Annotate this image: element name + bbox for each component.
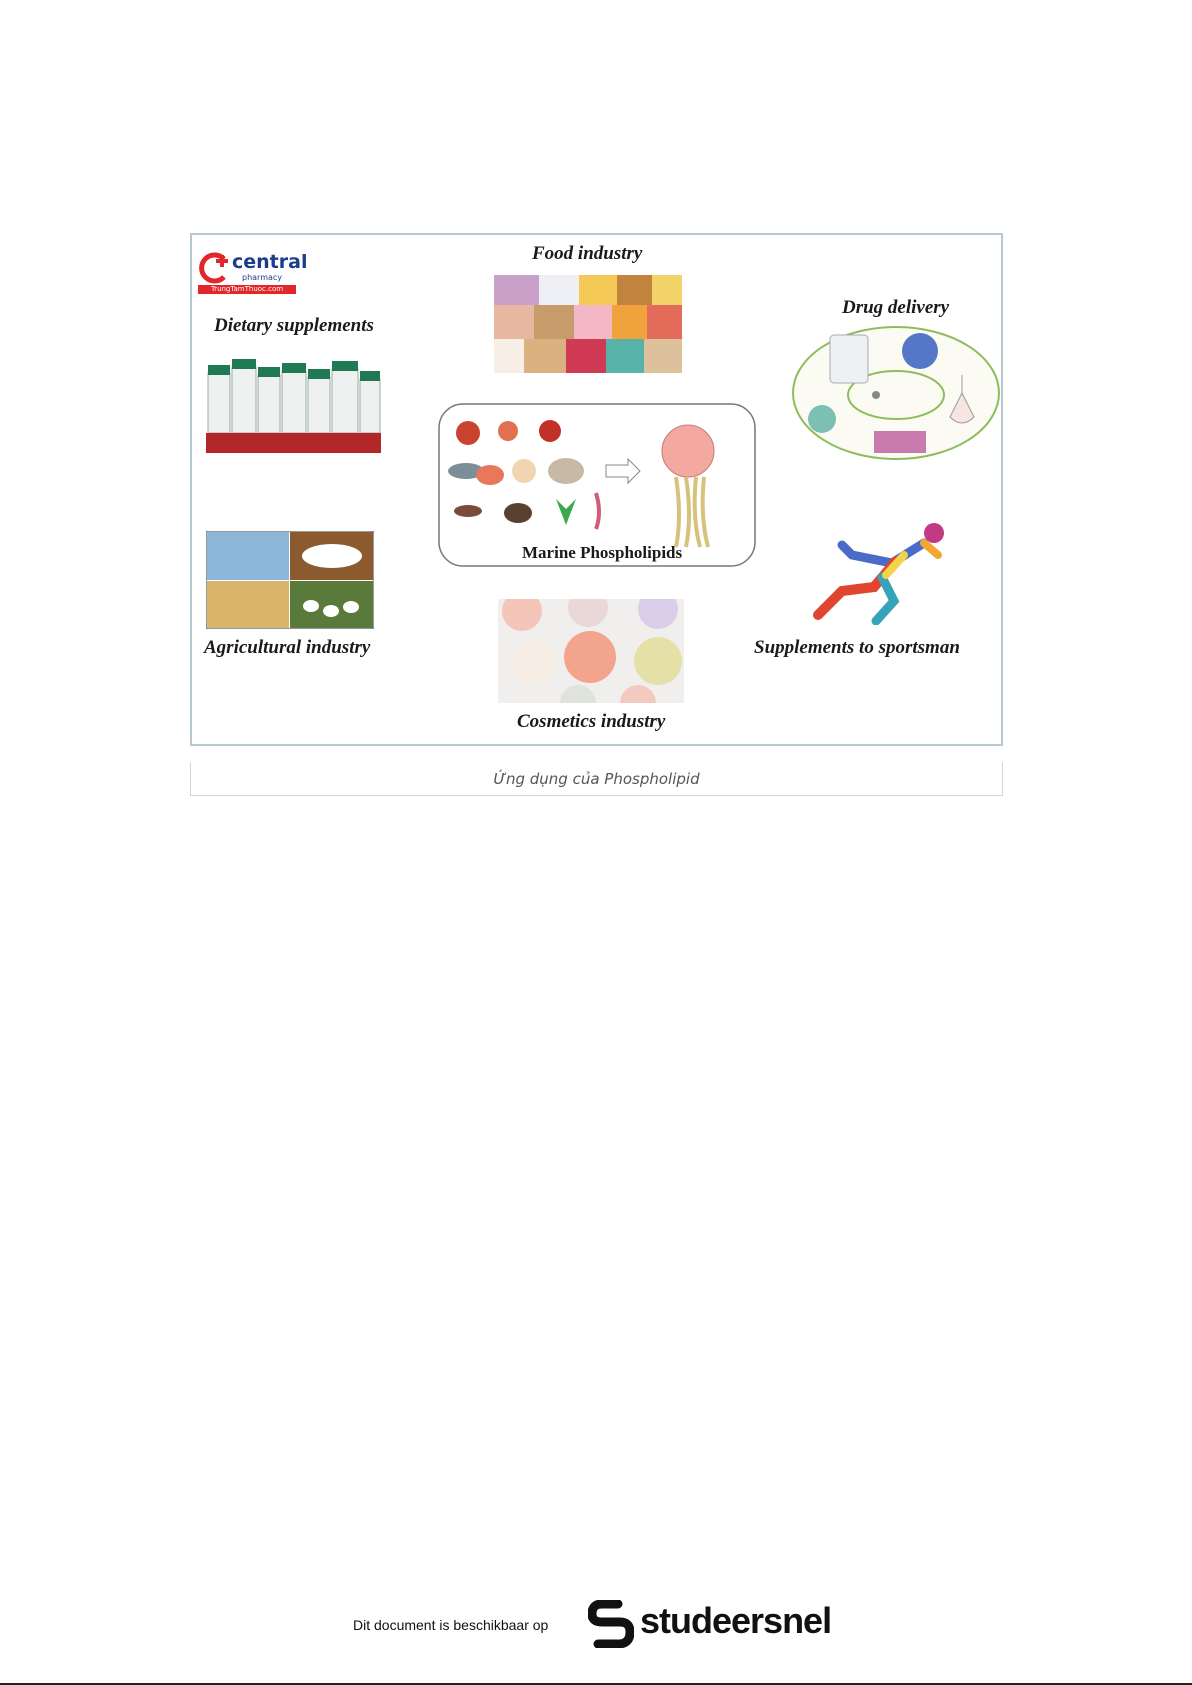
- runner-illustration: [812, 515, 952, 625]
- drug-delivery-diagram: [790, 323, 1002, 463]
- label-food-industry: Food industry: [532, 243, 643, 264]
- supplement-bottles-image: [206, 353, 381, 453]
- logo-mark-icon: [198, 249, 232, 285]
- cosmetics-image: [498, 599, 684, 703]
- studeersnel-brand[interactable]: studeersnel: [640, 1600, 832, 1641]
- logo-sub: pharmacy: [242, 273, 283, 282]
- figure-phospholipid-applications: [190, 233, 1003, 746]
- label-supplements-sportsman: Supplements to sportsman: [754, 637, 960, 658]
- label-dietary-supplements: Dietary supplements: [214, 315, 374, 336]
- label-agricultural-industry: Agricultural industry: [204, 637, 371, 658]
- label-marine-phospholipids: Marine Phospholipids: [522, 543, 683, 562]
- agriculture-collage-image: [206, 531, 374, 629]
- food-collage-image: [494, 275, 682, 373]
- central-pharmacy-logo: [198, 249, 308, 299]
- caption-left-rule: [190, 762, 191, 796]
- logo-url-bar: TrungTamThuoc.com: [198, 285, 296, 294]
- logo-name: central: [232, 251, 308, 273]
- figure-caption: [190, 762, 1003, 796]
- footer-availability-text: Dit document is beschikbaar op: [353, 1617, 549, 1633]
- caption-text: Ứng dụng của Phospholipid: [493, 769, 700, 788]
- label-cosmetics-industry: Cosmetics industry: [517, 711, 666, 732]
- label-drug-delivery: Drug delivery: [842, 297, 950, 318]
- studeersnel-logo-icon: [588, 1600, 634, 1648]
